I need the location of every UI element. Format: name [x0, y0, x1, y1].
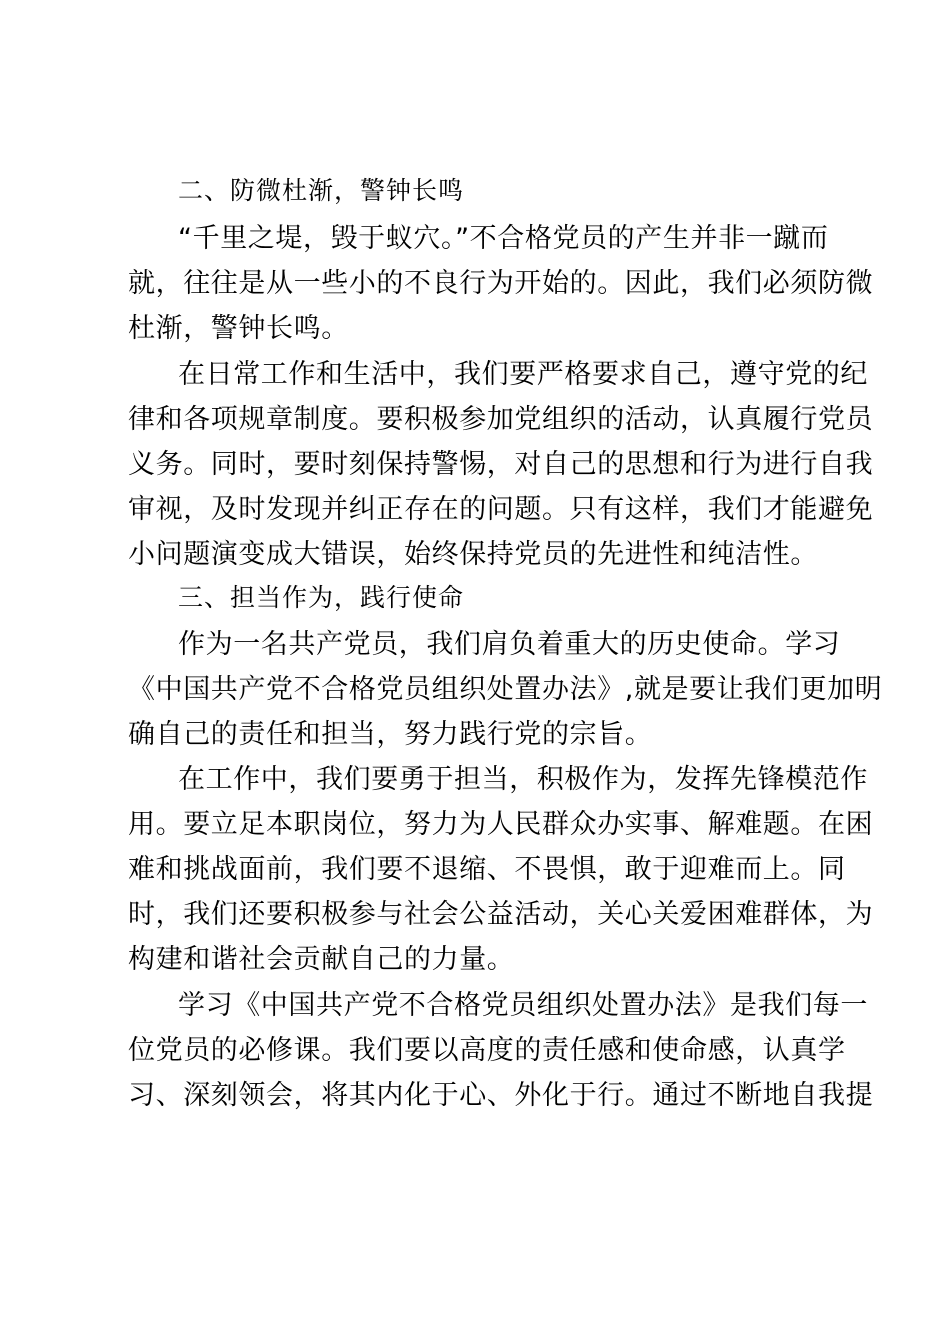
paragraph-line: 位党员的必修课。我们要以高度的责任感和使命感，认真学 — [128, 1035, 846, 1066]
paragraph-line: 律和各项规章制度。要积极参加党组织的活动，认真履行党员 — [128, 404, 874, 435]
paragraph-line: 就，往往是从一些小的不良行为开始的。因此，我们必须防微 — [128, 268, 874, 299]
paragraph-line: 杜渐，警钟长鸣。 — [128, 313, 349, 344]
paragraph-line: 在日常工作和生活中，我们要严格要求自己，遵守党的纪 — [178, 359, 868, 390]
paragraph-line: 难和挑战面前，我们要不退缩、不畏惧，敢于迎难而上。同 — [128, 854, 846, 885]
paragraph-line: 在工作中，我们要勇于担当，积极作为，发挥先锋模范作 — [178, 764, 868, 795]
paragraph-line: 小问题演变成大错误，始终保持党员的先进性和纯洁性。 — [128, 539, 818, 570]
paragraph-line: 《中国共产党不合格党员组织处置办法》,就是要让我们更加明 — [128, 674, 883, 705]
paragraph-line: 学习《中国共产党不合格党员组织处置办法》是我们每一 — [178, 990, 868, 1021]
paragraph-line: 构建和谐社会贡献自己的力量。 — [128, 944, 515, 975]
section-heading-3: 三、担当作为，践行使命 — [178, 583, 465, 612]
paragraph-line: 习、深刻领会，将其内化于心、外化于行。通过不断地自我提 — [128, 1080, 874, 1111]
paragraph-line: 时，我们还要积极参与社会公益活动，关心关爱困难群体，为 — [128, 899, 874, 930]
paragraph-line: 作为一名共产党员，我们肩负着重大的历史使命。学习 — [178, 629, 841, 660]
section-heading-2: 二、防微杜渐，警钟长鸣 — [178, 176, 465, 205]
paragraph-line: “千里之堤，毁于蚁穴。”不合格党员的产生并非一蹴而 — [178, 223, 829, 254]
paragraph-line: 义务。同时，要时刻保持警惕，对自己的思想和行为进行自我 — [128, 449, 874, 480]
paragraph-line: 确自己的责任和担当，努力践行党的宗旨。 — [128, 719, 653, 750]
paragraph-line: 用。要立足本职岗位，努力为人民群众办实事、解难题。在困 — [128, 809, 874, 840]
paragraph-line: 审视，及时发现并纠正存在的问题。只有这样，我们才能避免 — [128, 494, 874, 525]
